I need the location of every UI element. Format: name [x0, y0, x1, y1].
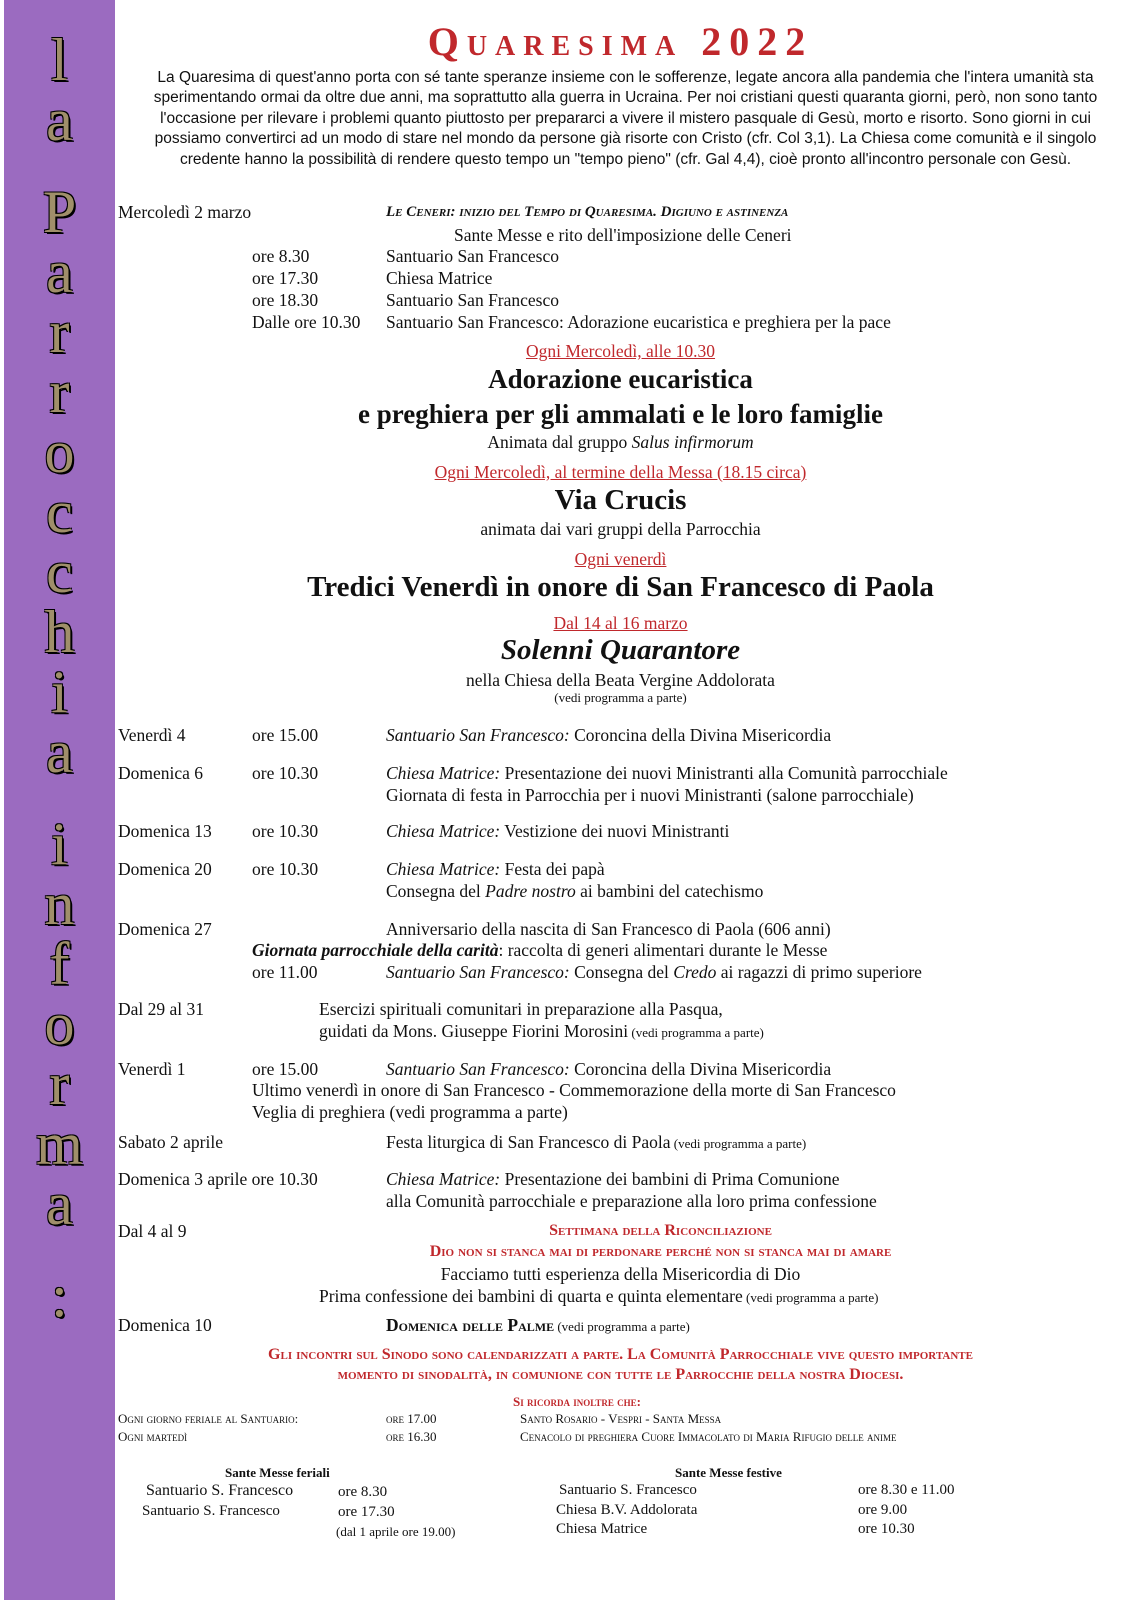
event-date: Domenica 20	[118, 859, 212, 879]
ceneri-time-1: ore 8.30	[252, 246, 310, 266]
event-date: Domenica 27	[118, 919, 212, 939]
event-date: Dal 4 al 9	[118, 1221, 187, 1241]
sidebar-letter: i	[51, 811, 68, 877]
festive-time: ore 10.30	[858, 1521, 915, 1537]
feriali-place: Santuario S. Francesco	[142, 1503, 280, 1519]
feriali-place: Santuario S. Francesco	[146, 1482, 294, 1499]
quarantore-title: Solenni Quarantore	[500, 634, 741, 666]
event-time: ore 10.30	[252, 821, 319, 841]
sidebar-letter: f	[49, 931, 70, 997]
event-description: Santuario San Francesco: Coroncina della Divina Misericordia	[386, 725, 832, 745]
event-description-line3: Santuario San Francesco: Consegna del Credo ai ragazzi di primo superiore	[386, 962, 922, 982]
event-description: Chiesa Matrice: Vestizione dei nuovi Ministranti	[386, 821, 730, 841]
event-time: ore 15.00	[252, 1059, 319, 1079]
sinodo-line2: momento di sinodalità, in comunione con tutte le Parrocchie della nostra Diocesi.	[337, 1366, 904, 1383]
ricorda-heading: Si ricorda inoltre che:	[513, 1394, 641, 1409]
ricorda-text: Santo Rosario - Vespri - Santa Messa	[520, 1411, 722, 1426]
sidebar-letter: a	[46, 239, 73, 305]
event-date: Domenica 3 aprile ore 10.30	[118, 1169, 318, 1189]
event-time: ore 10.30	[252, 763, 319, 783]
sidebar-vertical-title	[4, 27, 115, 1590]
venerdi-when: Ogni venerdì	[574, 549, 667, 569]
viacrucis-when: Ogni Mercoledì, al termine della Messa (18.15 circa)	[434, 462, 807, 482]
ricorda-label: Ogni martedì	[118, 1429, 188, 1444]
event-description: Chiesa Matrice: Festa dei papà	[386, 859, 605, 879]
event-time: ore 11.00	[252, 962, 318, 982]
sidebar-letter: h	[44, 599, 75, 665]
festive-place: Chiesa B.V. Addolorata	[556, 1502, 698, 1518]
festive-time: ore 9.00	[858, 1502, 908, 1518]
event-description-line2: Ultimo venerdì in onore di San Francesco - Commemorazione della morte di San Francesco	[252, 1080, 896, 1100]
feriali-time: ore 8.30	[338, 1484, 388, 1500]
event-description: Domenica delle Palme (vedi programma a parte)	[386, 1315, 690, 1335]
event-description: Santuario San Francesco: Coroncina della Divina Misericordia	[386, 1059, 832, 1079]
sidebar-letter: n	[44, 871, 75, 937]
sidebar-letter: i	[51, 659, 68, 725]
event-date: Domenica 6	[118, 763, 204, 783]
ricorda-text: Cenacolo di preghiera Cuore Immacolato di Maria Rifugio delle anime	[520, 1429, 897, 1444]
sidebar-letter: o	[44, 419, 75, 485]
event-description-line2: Prima confessione dei bambini di quarta e quinta elementare (vedi programma a parte)	[319, 1286, 879, 1306]
feriali-heading: Sante Messe feriali	[225, 1465, 330, 1480]
event-date: Venerdì 4	[118, 725, 186, 745]
ceneri-place-2: Chiesa Matrice	[386, 268, 493, 288]
sidebar-letter: a	[46, 719, 73, 785]
riconciliazione-motto: Dio non si stanca mai di perdonare perché non si stanca mai di amare	[429, 1243, 892, 1260]
event-description-line2: alla Comunità parrocchiale e preparazione alla loro prima confessione	[386, 1191, 877, 1211]
event-date: Venerdì 1	[118, 1059, 186, 1079]
event-time: ore 15.00	[252, 725, 319, 745]
sidebar-letter: a	[46, 87, 73, 153]
feriali-time: ore 17.30	[338, 1504, 395, 1520]
ceneri-place-1: Santuario San Francesco	[386, 246, 560, 266]
sidebar-letter: m	[36, 1111, 83, 1177]
event-description-line3: Veglia di preghiera (vedi programma a parte)	[252, 1102, 568, 1122]
intro-paragraph: La Quaresima di quest'anno porta con sé tante speranze insieme con le sofferenze, legate ancora alla pandemia che l'intera umanità sta sperimentando ormai da oltre due anni, ma soprattutto alla guerra in Ucraina. Per noi cristiani questi quaranta giorni, però, non sono tanto l'occasione per rilevare i problemi quanto piuttosto per prepararci a vivere il mistero pasquale di Gesù, morto e risorto. Sono giorni in cui possiamo convertirci ad un modo di stare nel mondo da persone già risorte con Cristo (cfr. Col 3,1). La Chiesa come comunità e il singolo credente hanno la possibilità di rendere questo tempo un "tempo pieno" (cfr. Gal 4,4), cioè pronto all'incontro personale con Gesù.	[153, 69, 1098, 168]
event-description: Esercizi spirituali comunitari in preparazione alla Pasqua,	[319, 999, 723, 1019]
event-description: Anniversario della nascita di San Francesco di Paola (606 anni)	[386, 919, 831, 939]
ricorda-time: ore 16.30	[386, 1429, 437, 1444]
ricorda-label: Ogni giorno feriale al Santuario:	[118, 1411, 299, 1426]
event-date: Domenica 13	[118, 821, 212, 841]
quarantore-when: Dal 14 al 16 marzo	[553, 613, 688, 633]
event-time: ore 10.30	[252, 859, 319, 879]
sidebar-letter: c	[46, 479, 73, 545]
riconciliazione-heading: Settimana della Riconciliazione	[549, 1222, 772, 1239]
event-description: Facciamo tutti esperienza della Misericordia di Dio	[440, 1264, 801, 1284]
sidebar-letter: P	[42, 179, 77, 245]
adorazione-note: Animata dal gruppo Salus infirmorum	[487, 432, 754, 452]
ceneri-sub: Sante Messe e rito dell'imposizione delle Ceneri	[454, 225, 792, 245]
event-description-line2: guidati da Mons. Giuseppe Fiorini Morosini (vedi programma a parte)	[319, 1021, 764, 1041]
ricorda-time: ore 17.00	[386, 1411, 437, 1426]
ceneri-date: Mercoledì 2 marzo	[118, 202, 252, 222]
quarantore-small: (vedi programma a parte)	[554, 690, 687, 705]
viacrucis-note: animata dai vari gruppi della Parrocchia	[480, 519, 761, 539]
sidebar-letter: a	[46, 1171, 73, 1237]
festive-time: ore 8.30 e 11.00	[858, 1482, 955, 1498]
ceneri-time-2: ore 17.30	[252, 268, 319, 288]
adorazione-line2: e preghiera per gli ammalati e le loro famiglie	[358, 399, 883, 429]
ceneri-place-4: Santuario San Francesco: Adorazione eucaristica e preghiera per la pace	[386, 312, 891, 332]
sidebar-letter: c	[46, 539, 73, 605]
sidebar-letter: r	[49, 299, 70, 365]
sidebar-letter: o	[44, 991, 75, 1057]
event-description-line2: Giornata di festa in Parrocchia per i nuovi Ministranti (salone parrocchiale)	[386, 785, 914, 805]
event-description-line2: Giornata parrocchiale della carità: raccolta di generi alimentari durante le Messe	[252, 940, 828, 960]
sidebar-letter: :	[51, 1263, 68, 1329]
festive-place: Santuario S. Francesco	[559, 1482, 697, 1498]
sidebar-letter: r	[49, 359, 70, 425]
adorazione-line1: Adorazione eucaristica	[488, 364, 753, 394]
viacrucis-title: Via Crucis	[554, 484, 687, 516]
festive-heading: Sante Messe festive	[675, 1465, 782, 1480]
page-title: Quaresima 2022	[427, 19, 814, 64]
sidebar	[4, 0, 115, 1600]
adorazione-when: Ogni Mercoledì, alle 10.30	[525, 341, 716, 361]
event-date: Sabato 2 aprile	[118, 1132, 223, 1152]
quarantore-note: nella Chiesa della Beata Vergine Addolorata	[466, 670, 775, 690]
event-date: Domenica 10	[118, 1315, 212, 1335]
event-description: Chiesa Matrice: Presentazione dei bambini di Prima Comunione	[386, 1169, 840, 1189]
festive-place: Chiesa Matrice	[556, 1521, 648, 1537]
ceneri-time-3: ore 18.30	[252, 290, 319, 310]
sidebar-letter: l	[51, 27, 68, 93]
ceneri-heading: Le Ceneri: inizio del Tempo di Quaresima. Digiuno e astinenza	[386, 204, 789, 220]
event-description-line2: Consegna del Padre nostro ai bambini del catechismo	[386, 881, 764, 901]
ceneri-time-4: Dalle ore 10.30	[252, 312, 361, 332]
event-description: Chiesa Matrice: Presentazione dei nuovi Ministranti alla Comunità parrocchiale	[386, 763, 948, 783]
sinodo-line1: Gli incontri sul Sinodo sono calendarizzati a parte. La Comunità Parrocchiale vive questo importante	[268, 1346, 973, 1363]
event-date: Dal 29 al 31	[118, 999, 205, 1019]
event-description: Festa liturgica di San Francesco di Paola (vedi programma a parte)	[386, 1132, 807, 1152]
ceneri-place-3: Santuario San Francesco	[386, 290, 560, 310]
feriali-note: (dal 1 aprile ore 19.00)	[336, 1524, 456, 1539]
sidebar-letter: r	[49, 1051, 70, 1117]
venerdi-title: Tredici Venerdì in onore di San Francesco di Paola	[307, 571, 934, 603]
